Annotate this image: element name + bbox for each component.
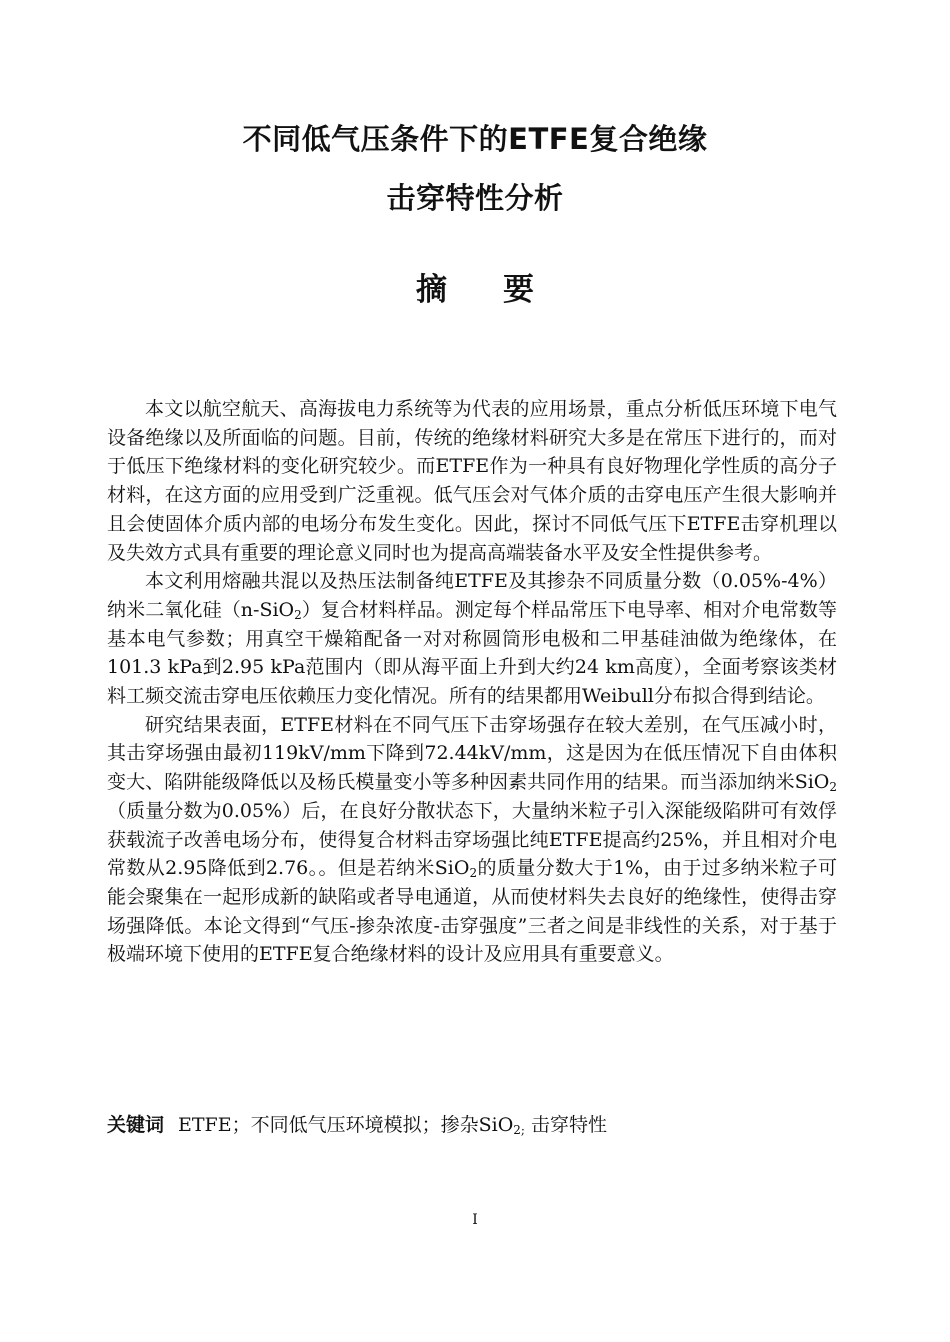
title-line-1: 不同低气压条件下的ETFE复合绝缘 [242,122,708,156]
title-line-2: 击穿特性分析 [386,181,564,215]
keywords-label: 关键词 [107,1114,165,1136]
paragraph-2-text-b: ）复合材料样品。测定每个样品常压下电导率、相对介电常数等基本电气参数；用真空干燥箱配备一对对称圆筒形电极和二甲基硅油做为绝缘体，在101.3 kPa到2.95 kPa范围内（即从海平面上升到大约24 km高度），全面考察该类材料工频交流击穿电压依赖压力变化情况。所有的结果都用Weibull分布拟合得到结论。 [107,598,837,708]
subscript: 2 [829,780,837,795]
abstract-paragraph-2 [107,567,837,711]
subscript: 2 [294,607,302,622]
keywords-text-b: 击穿特性 [524,1114,608,1136]
paragraph-2-text-a: 本文利用熔融共混以及热压法制备纯ETFE及其掺杂不同质量分数（0.05%-4%）纳米二氧化硅（n-SiO [107,570,837,621]
abstract-paragraph-3 [107,711,837,969]
abstract-body [107,395,837,969]
keywords-text-a: ETFE；不同低气压环境模拟；掺杂SiO [178,1114,514,1136]
abstract-paragraph-1 [107,395,837,567]
abstract-heading-char-1: 摘 [416,272,447,308]
paragraph-3-text-c: 的质量分数大于1%，由于过多纳米粒子可能会聚集在一起形成新的缺陷或者导电通道，从而使材料失去良好的绝缘性，使得击穿场强降低。本论文得到“气压-掺杂浓度-击穿强度”三者之间是非线性的关系，对于基于极端环境下使用的ETFE复合绝缘材料的设计及应用具有重要意义。 [107,857,837,966]
subscript: 2 [469,866,478,881]
paragraph-3-text-b: （质量分数为0.05%）后，在良好分散状态下，大量纳米粒子引入深能级陷阱可有效俘获载流子改善电场分布，使得复合材料击穿场强比纯ETFE提高约25%，并且相对介电常数从2.95降低到2.76。。但是若纳米SiO [107,799,837,880]
subscript: 2; [513,1123,525,1137]
paragraph-1-text: 本文以航空航天、高海拔电力系统等为代表的应用场景，重点分析低压环境下电气设备绝缘以及所面临的问题。目前，传统的绝缘材料研究大多是在常压下进行的，而对于低压下绝缘材料的变化研究较少。而ETFE作为一种具有良好物理化学性质的高分子材料，在这方面的应用受到广泛重视。低气压会对气体介质的击穿电压产生很大影响并且会使固体介质内部的电场分布发生变化。因此，探讨不同低气压下ETFE击穿机理以及失效方式具有重要的理论意义同时也为提高高端装备水平及安全性提供参考。 [107,398,837,564]
keywords-line [107,1111,837,1139]
abstract-heading [0,264,950,309]
abstract-heading-char-2: 要 [503,272,534,308]
paragraph-3-text-a: 研究结果表面，ETFE材料在不同气压下击穿场强存在较大差别，在气压减小时，其击穿场强由最初119kV/mm下降到72.44kV/mm，这是因为在低压情况下自由体积变大、陷阱能级降低以及杨氏模量变小等多种因素共同作用的结果。而当添加纳米SiO [107,713,837,794]
page-number: I [472,1212,478,1228]
